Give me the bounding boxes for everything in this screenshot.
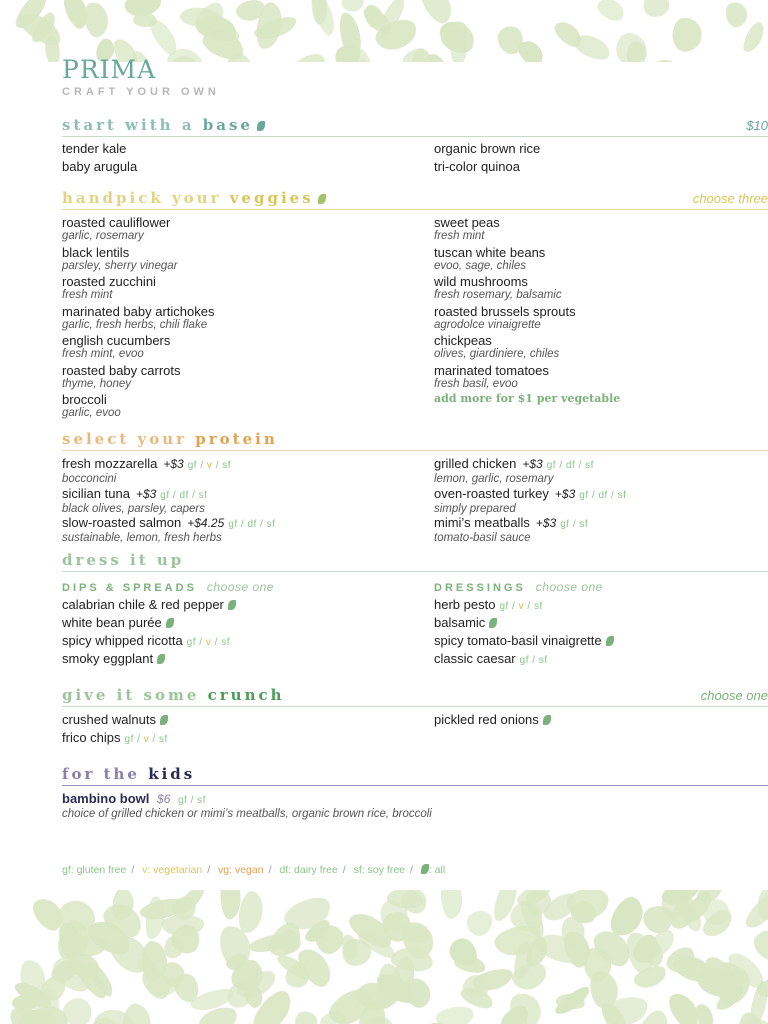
legend-sf: sf: soy free xyxy=(353,864,405,876)
item-price: +$3 xyxy=(554,486,576,501)
crunch-note: choose one xyxy=(700,688,768,703)
protein-item xyxy=(434,457,594,485)
leaf-shape xyxy=(440,890,464,920)
item-price: +$3 xyxy=(535,516,557,530)
leaf-shape xyxy=(463,905,498,940)
protein-item xyxy=(434,487,626,515)
diet-legend: gf: gluten free / v: vegetarian / vg: vegan / df: dairy free / sf: soy free / : all xyxy=(62,864,446,876)
item-name: black lentils xyxy=(62,244,130,260)
item-description: fresh mint xyxy=(62,289,113,301)
item-name: marinated baby artichokes xyxy=(62,303,215,319)
item-name: smoky eggplant xyxy=(62,651,154,666)
item-price: +$3 xyxy=(522,457,543,471)
item-description: choice of grilled chicken or mimi’s meatballs, organic brown rice, broccoli xyxy=(62,808,432,820)
item-description: agrodolce vinaigrette xyxy=(434,318,541,331)
leaf-shape xyxy=(723,0,750,29)
item-name: marinated tomatoes xyxy=(434,362,549,378)
dressing-item xyxy=(434,652,548,668)
leaf-icon xyxy=(543,715,551,725)
crunch-item: frico chips gf / v / sf xyxy=(62,730,168,745)
base-price: $10 xyxy=(746,118,768,133)
diet-tags: gf / sf xyxy=(560,519,589,530)
item-name: sicilian tuna xyxy=(62,485,130,501)
item-name: mimi’s meatballs xyxy=(434,515,530,530)
item-price: +$4.25 xyxy=(187,516,225,530)
legend-v: v: vegetarian xyxy=(142,864,203,876)
legend-gf: gf: gluten free xyxy=(62,864,127,876)
veggies-list xyxy=(62,210,768,424)
leaf-shape xyxy=(120,1003,152,1024)
veggie-item xyxy=(434,364,549,390)
item-description: parsley, sherry vinegar xyxy=(62,259,178,272)
item-name: roasted zucchini xyxy=(62,274,156,289)
item-name: fresh mozzarella xyxy=(62,456,158,471)
diet-tags: gf / v / sf xyxy=(186,637,230,648)
leaf-icon xyxy=(160,715,168,725)
diet-tags: gf / v / sf xyxy=(124,734,168,745)
leaf-shape xyxy=(309,0,339,38)
legend-vg: vg: vegan xyxy=(218,864,264,876)
item-description: evoo, sage, chiles xyxy=(434,259,527,272)
section-title-light: start with a xyxy=(62,116,195,134)
base-item: tender kale xyxy=(62,141,127,156)
veggie-item xyxy=(434,305,576,331)
leaf-icon xyxy=(318,194,326,204)
item-name: white bean purée xyxy=(62,615,162,630)
item-price: $6 xyxy=(157,792,171,806)
legend-all: : all xyxy=(428,864,446,876)
leaf-shape xyxy=(146,15,182,57)
item-description: simply prepared xyxy=(434,502,516,515)
item-description: garlic, rosemary xyxy=(62,230,144,242)
leaf-shape xyxy=(749,924,768,966)
base-item: baby arugula xyxy=(62,159,138,174)
veggie-item xyxy=(62,334,170,360)
item-description: lemon, garlic, rosemary xyxy=(434,473,554,485)
item-description: garlic, evoo xyxy=(62,407,121,419)
section-header-base xyxy=(62,114,768,137)
leaf-shape xyxy=(434,1004,475,1024)
veggies-note: choose three xyxy=(692,191,768,206)
leaf-icon xyxy=(421,864,429,874)
brand-tagline: CRAFT YOUR OWN xyxy=(62,86,220,98)
section-header-crunch xyxy=(62,684,768,707)
dress-list xyxy=(62,572,768,676)
kids-item xyxy=(62,792,432,820)
item-name: spicy whipped ricotta xyxy=(62,633,183,648)
leaf-icon xyxy=(228,600,236,610)
diet-tags: gf / df / sf xyxy=(546,460,594,471)
dressing-item xyxy=(434,598,543,614)
item-name: bambino bowl xyxy=(62,791,150,806)
protein-item xyxy=(62,516,275,544)
diet-tags: gf / v / sf xyxy=(187,460,232,471)
dressings-subheader: DRESSINGS choose one xyxy=(434,580,603,594)
veggie-item xyxy=(434,216,500,242)
dressing-item xyxy=(62,634,230,650)
menu-content xyxy=(62,56,768,826)
section-header-kids xyxy=(62,763,768,786)
item-name: balsamic xyxy=(434,615,486,630)
item-name: english cucumbers xyxy=(62,333,171,348)
item-name: sweet peas xyxy=(434,215,500,230)
item-description: fresh basil, evoo xyxy=(434,377,518,390)
item-name: wild mushrooms xyxy=(434,274,528,289)
crunch-list xyxy=(62,707,768,751)
veggie-item xyxy=(62,364,181,390)
leaf-icon xyxy=(157,654,165,664)
section-title-light: give it some xyxy=(62,686,200,704)
section-header-protein xyxy=(62,428,768,451)
brand-header xyxy=(62,56,768,98)
item-name: roasted cauliflower xyxy=(62,215,171,230)
section-title-bold: base xyxy=(202,116,253,134)
brand-name: PRIMA xyxy=(62,55,157,84)
dressing-item xyxy=(434,616,497,630)
item-name: chickpeas xyxy=(434,333,492,348)
base-list xyxy=(62,137,768,175)
dressing-item xyxy=(62,616,174,630)
veggie-item xyxy=(62,246,177,272)
base-item: tri-color quinoa xyxy=(434,159,520,174)
item-description: garlic, fresh herbs, chili flake xyxy=(62,318,208,331)
item-description: fresh rosemary, balsamic xyxy=(434,289,562,301)
item-name: herb pesto xyxy=(434,597,496,612)
leaf-icon xyxy=(257,121,265,131)
crunch-item: crushed walnuts xyxy=(62,713,168,727)
crunch-item: pickled red onions xyxy=(434,713,551,727)
section-header-dress xyxy=(62,549,768,572)
item-description: bocconcini xyxy=(62,473,117,485)
veggie-item xyxy=(434,275,562,301)
veggie-item xyxy=(62,305,214,331)
leaf-shape xyxy=(594,0,628,24)
add-more-note: add more for $1 per vegetable xyxy=(434,392,621,405)
item-name: slow-roasted salmon xyxy=(62,515,182,530)
item-description: fresh mint, evoo xyxy=(62,348,144,360)
leaf-shape xyxy=(642,0,671,19)
dressing-item xyxy=(62,652,165,666)
item-name: grilled chicken xyxy=(434,456,517,471)
section-title-light: for the xyxy=(62,765,140,783)
leaf-icon xyxy=(606,636,614,646)
dressing-item xyxy=(434,634,614,648)
section-header-veggies xyxy=(62,187,768,210)
diet-tags: gf / df / sf xyxy=(228,519,276,530)
leaf-pattern-bottom xyxy=(0,890,768,1024)
leaf-shape xyxy=(741,891,768,934)
diet-tags: gf / v / sf xyxy=(499,601,543,612)
item-description: olives, giardiniere, chiles xyxy=(434,348,560,360)
leaf-pattern-top xyxy=(0,0,768,62)
item-name: classic caesar xyxy=(434,651,516,666)
diet-tags: gf / sf xyxy=(519,655,548,666)
base-item: organic brown rice xyxy=(434,141,541,156)
item-name: tuscan white beans xyxy=(434,244,546,260)
section-title-bold: crunch xyxy=(207,686,285,704)
kids-list xyxy=(62,786,768,826)
item-description: thyme, honey xyxy=(62,377,132,390)
protein-item xyxy=(62,457,231,485)
item-description: tomato-basil sauce xyxy=(434,532,531,544)
section-title-bold: kids xyxy=(148,765,196,783)
veggie-item xyxy=(434,246,545,272)
section-title-bold: veggies xyxy=(229,189,314,207)
veggie-item xyxy=(62,393,121,419)
dressing-item xyxy=(62,598,236,612)
item-description: sustainable, lemon, fresh herbs xyxy=(62,532,222,544)
item-price: +$3 xyxy=(135,486,157,501)
item-price: +$3 xyxy=(163,457,184,471)
item-name: broccoli xyxy=(62,392,107,407)
item-description: black olives, parsley, capers xyxy=(62,502,205,515)
veggie-item xyxy=(62,275,156,301)
section-title-bold: protein xyxy=(195,430,278,448)
diet-tags: gf / sf xyxy=(178,795,206,806)
veggie-item xyxy=(62,216,170,242)
legend-df: df: dairy free xyxy=(279,864,338,876)
item-name: oven-roasted turkey xyxy=(434,485,549,501)
item-name: roasted baby carrots xyxy=(62,362,181,378)
section-title: dress it up xyxy=(62,551,185,569)
leaf-shape xyxy=(293,1010,318,1024)
leaf-shape xyxy=(58,994,96,1024)
veggie-item xyxy=(434,334,559,360)
dips-subheader: DIPS & SPREADS choose one xyxy=(62,580,274,594)
item-description: fresh mint xyxy=(434,230,485,242)
protein-item xyxy=(62,487,207,515)
leaf-icon xyxy=(489,618,497,628)
diet-tags: gf / df / sf xyxy=(579,489,627,501)
leaf-shape xyxy=(673,18,702,52)
section-title-light: select your xyxy=(62,430,188,448)
leaf-shape xyxy=(739,19,768,56)
section-title-light: handpick your xyxy=(62,189,222,207)
protein-item xyxy=(434,516,588,544)
leaf-icon xyxy=(166,618,174,628)
protein-list xyxy=(62,451,768,545)
item-name: roasted brussels sprouts xyxy=(434,303,576,319)
item-name: calabrian chile & red pepper xyxy=(62,597,224,612)
diet-tags: gf / df / sf xyxy=(160,489,208,501)
item-name: spicy tomato-basil vinaigrette xyxy=(434,633,602,648)
